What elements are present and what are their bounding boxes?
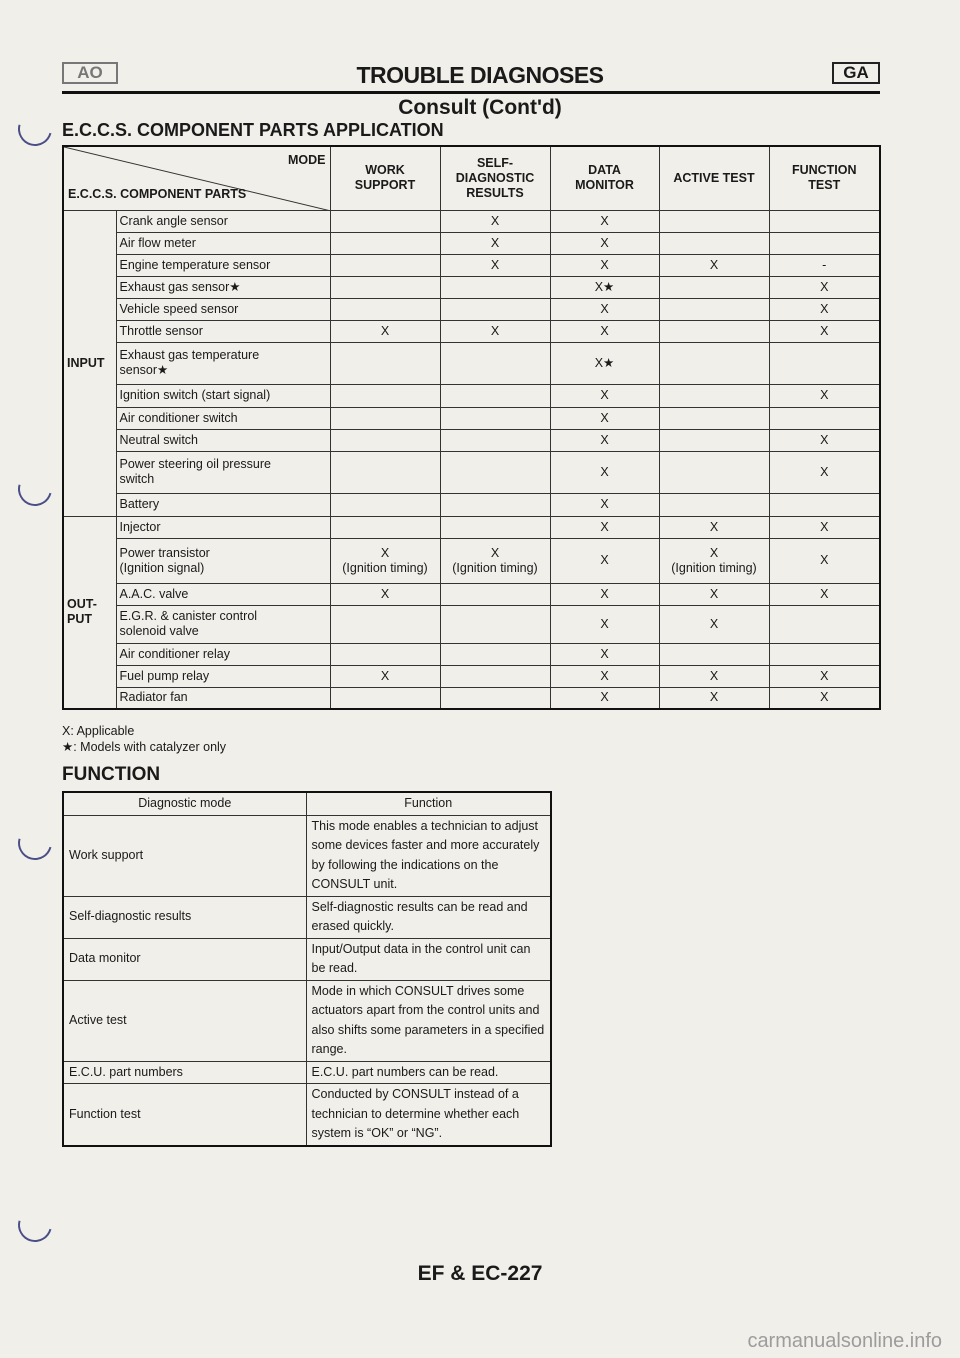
- function-description: Input/Output data in the control unit can be read.: [306, 938, 551, 980]
- corner-cell: [63, 146, 330, 210]
- mark-ft: X: [769, 320, 880, 342]
- table-row: [63, 210, 880, 232]
- component-name: Crank angle sensor: [116, 210, 330, 232]
- page-title: TROUBLE DIAGNOSES: [356, 62, 604, 88]
- component-name: Fuel pump relay: [116, 665, 330, 687]
- mark-ws: [330, 298, 440, 320]
- mark-dm: X: [550, 298, 659, 320]
- component-name: Air flow meter: [116, 232, 330, 254]
- component-name: A.A.C. valve: [116, 583, 330, 605]
- mark-ft: -: [769, 254, 880, 276]
- mark-at: [659, 232, 769, 254]
- mark-at: [659, 451, 769, 493]
- mark-at: [659, 342, 769, 384]
- section-tag: AO: [62, 62, 118, 84]
- mark-at: [659, 493, 769, 516]
- mark-ft: [769, 493, 880, 516]
- mark-dm: X: [550, 429, 659, 451]
- table-row: [63, 342, 880, 384]
- group-output: OUT- PUT: [63, 516, 116, 709]
- mark-at: X (Ignition timing): [659, 538, 769, 583]
- mark-sd: [440, 643, 550, 665]
- function-row: [63, 815, 551, 896]
- mark-note: (Ignition timing): [452, 560, 538, 575]
- mark-at: X: [659, 665, 769, 687]
- mark-ft: X: [769, 451, 880, 493]
- mark-ws: X: [330, 320, 440, 342]
- table-row: [63, 643, 880, 665]
- mark-ft: [769, 407, 880, 429]
- component-name: Battery: [116, 493, 330, 516]
- diagnostic-mode-name: Work support: [63, 815, 306, 896]
- mark-dm: X: [550, 384, 659, 407]
- mark-dm: X: [550, 407, 659, 429]
- mark-dm: X: [550, 643, 659, 665]
- component-name: Ignition switch (start signal): [116, 384, 330, 407]
- mark-at: X: [659, 254, 769, 276]
- table-row: [63, 687, 880, 709]
- binder-hole: [12, 820, 58, 866]
- mark-ws: [330, 605, 440, 643]
- mark-note: (Ignition timing): [342, 560, 428, 575]
- function-row: [63, 1061, 551, 1084]
- header-rule: [62, 91, 880, 94]
- mark-sd: [440, 516, 550, 538]
- function-section-title: FUNCTION: [62, 764, 161, 785]
- mark-at: [659, 298, 769, 320]
- mark-ft: X: [769, 276, 880, 298]
- mark-sd: [440, 342, 550, 384]
- mark-sd: X (Ignition timing): [440, 538, 550, 583]
- table-row: [63, 583, 880, 605]
- mark-ft: X: [769, 665, 880, 687]
- component-name: Neutral switch: [116, 429, 330, 451]
- mark-ft: X: [769, 687, 880, 709]
- function-row: [63, 938, 551, 980]
- mark-ws: [330, 276, 440, 298]
- mark-sd: [440, 451, 550, 493]
- col-function: Function: [306, 792, 551, 815]
- mark-at: X: [659, 687, 769, 709]
- mark-sd: [440, 493, 550, 516]
- mark-sd: [440, 407, 550, 429]
- mark-ws: [330, 210, 440, 232]
- mark-dm: X: [550, 320, 659, 342]
- component-name: Vehicle speed sensor: [116, 298, 330, 320]
- function-row: [63, 1084, 551, 1146]
- table-row: [63, 298, 880, 320]
- mark-dm: X: [550, 451, 659, 493]
- mark-ft: X: [769, 583, 880, 605]
- mark-ft: X: [769, 538, 880, 583]
- mark-ft: [769, 342, 880, 384]
- mark-ws: X: [330, 583, 440, 605]
- component-name: Exhaust gas sensor★: [116, 276, 330, 298]
- mark-at: [659, 210, 769, 232]
- mark-sd: [440, 384, 550, 407]
- mark-ft: X: [769, 516, 880, 538]
- function-row: [63, 980, 551, 1061]
- component-name: E.G.R. & canister control solenoid valve: [116, 605, 330, 643]
- mark-sd: [440, 583, 550, 605]
- mark-ft: [769, 210, 880, 232]
- col-work-support: WORK SUPPORT: [330, 146, 440, 210]
- mark-ft: X: [769, 298, 880, 320]
- diagnostic-mode-name: Self-diagnostic results: [63, 896, 306, 938]
- component-name: Engine temperature sensor: [116, 254, 330, 276]
- col-data-monitor: DATA MONITOR: [550, 146, 659, 210]
- mark-ws: [330, 429, 440, 451]
- diagnostic-mode-name: Active test: [63, 980, 306, 1061]
- mark-sd: [440, 276, 550, 298]
- function-row: [63, 896, 551, 938]
- mark-dm: X: [550, 232, 659, 254]
- function-description: Self-diagnostic results can be read and erased quickly.: [306, 896, 551, 938]
- component-name: Exhaust gas temperature sensor★: [116, 342, 330, 384]
- mark-at: X: [659, 605, 769, 643]
- mark-dm: X: [550, 538, 659, 583]
- application-section-title: E.C.C.S. COMPONENT PARTS APPLICATION: [62, 120, 444, 140]
- mark-ws: [330, 493, 440, 516]
- mark-ws: [330, 687, 440, 709]
- corner-parts-label: E.C.C.S. COMPONENT PARTS: [68, 186, 247, 201]
- table-row: [63, 320, 880, 342]
- table-row: [63, 493, 880, 516]
- mark-ft: [769, 605, 880, 643]
- group-input: INPUT: [63, 210, 116, 516]
- component-name: Power transistor (Ignition signal): [116, 538, 330, 583]
- mark-dm: X: [550, 493, 659, 516]
- mark-ws: [330, 384, 440, 407]
- component-name: Power steering oil pressure switch: [116, 451, 330, 493]
- mark-dm: X★: [550, 276, 659, 298]
- mark-at: [659, 429, 769, 451]
- mark-dm: X: [550, 210, 659, 232]
- mark-sd: X: [440, 320, 550, 342]
- table-row: [63, 451, 880, 493]
- function-header-row: [63, 792, 551, 815]
- mark-ft: [769, 643, 880, 665]
- mark-at: [659, 276, 769, 298]
- mark-ws: [330, 451, 440, 493]
- mark-ws: [330, 232, 440, 254]
- mark-at: [659, 320, 769, 342]
- mark-ws: [330, 342, 440, 384]
- table-row: [63, 232, 880, 254]
- mark-note: (Ignition timing): [671, 560, 757, 575]
- mark-dm: X: [550, 605, 659, 643]
- component-name: Radiator fan: [116, 687, 330, 709]
- model-tag: GA: [832, 62, 880, 84]
- mark-sd: [440, 605, 550, 643]
- mark-dm: X: [550, 687, 659, 709]
- table-header-row: [63, 146, 880, 210]
- mark-at: X: [659, 583, 769, 605]
- mark-ws: [330, 643, 440, 665]
- col-self-diagnostic: SELF- DIAGNOSTIC RESULTS: [440, 146, 550, 210]
- component-name: Air conditioner relay: [116, 643, 330, 665]
- mark-ws: [330, 516, 440, 538]
- watermark: carmanualsonline.info: [747, 1330, 942, 1352]
- component-name: Injector: [116, 516, 330, 538]
- mark-sd: X: [440, 210, 550, 232]
- function-description: E.C.U. part numbers can be read.: [306, 1061, 551, 1084]
- note-applicable: X: Applicable: [62, 724, 135, 738]
- mark-ft: [769, 232, 880, 254]
- col-active-test: ACTIVE TEST: [659, 146, 769, 210]
- mark-sd: X: [440, 254, 550, 276]
- table-row: [63, 429, 880, 451]
- mark-dm: X★: [550, 342, 659, 384]
- mark-sd: X: [440, 232, 550, 254]
- note-catalyzer: ★: Models with catalyzer only: [62, 740, 227, 754]
- mark-ws: [330, 254, 440, 276]
- mark-sd: [440, 298, 550, 320]
- function-description: Conducted by CONSULT instead of a technician to determine whether each system is “OK” or “NG”.: [306, 1084, 551, 1146]
- mark-sd: [440, 429, 550, 451]
- mark-at: [659, 407, 769, 429]
- table-row: [63, 384, 880, 407]
- mark-ws: [330, 407, 440, 429]
- mark-sd: [440, 687, 550, 709]
- mark-at: [659, 384, 769, 407]
- component-name: Air conditioner switch: [116, 407, 330, 429]
- component-name: Throttle sensor: [116, 320, 330, 342]
- table-row: [63, 516, 880, 538]
- binder-hole: [12, 1202, 58, 1248]
- mark-ft: X: [769, 384, 880, 407]
- mark-ws: X (Ignition timing): [330, 538, 440, 583]
- function-table: [62, 791, 552, 1147]
- diagnostic-mode-name: Function test: [63, 1084, 306, 1146]
- table-row: [63, 276, 880, 298]
- diagnostic-mode-name: E.C.U. part numbers: [63, 1061, 306, 1084]
- mark-at: X: [659, 516, 769, 538]
- function-description: This mode enables a technician to adjust some devices faster and more accurately by following the indications on the CONSULT unit.: [306, 815, 551, 896]
- col-function-test: FUNCTION TEST: [769, 146, 880, 210]
- mark-sd: [440, 665, 550, 687]
- table-row: [63, 254, 880, 276]
- table-row: [63, 538, 880, 583]
- mark-at: [659, 643, 769, 665]
- table-row: [63, 605, 880, 643]
- diagnostic-mode-name: Data monitor: [63, 938, 306, 980]
- mark-dm: X: [550, 516, 659, 538]
- page-subtitle: Consult (Cont'd): [398, 96, 562, 119]
- col-diagnostic-mode: Diagnostic mode: [63, 792, 306, 815]
- component-application-table: [62, 145, 881, 710]
- mark-dm: X: [550, 583, 659, 605]
- function-description: Mode in which CONSULT drives some actuators apart from the control units and also shifts some parameters in a specified range.: [306, 980, 551, 1061]
- mark-dm: X: [550, 254, 659, 276]
- table-row: [63, 407, 880, 429]
- page-number: EF & EC-227: [417, 1262, 543, 1285]
- mark-ft: X: [769, 429, 880, 451]
- corner-mode-label: MODE: [288, 153, 326, 167]
- mark-dm: X: [550, 665, 659, 687]
- binder-hole: [12, 466, 58, 512]
- table-row: [63, 665, 880, 687]
- mark-ws: X: [330, 665, 440, 687]
